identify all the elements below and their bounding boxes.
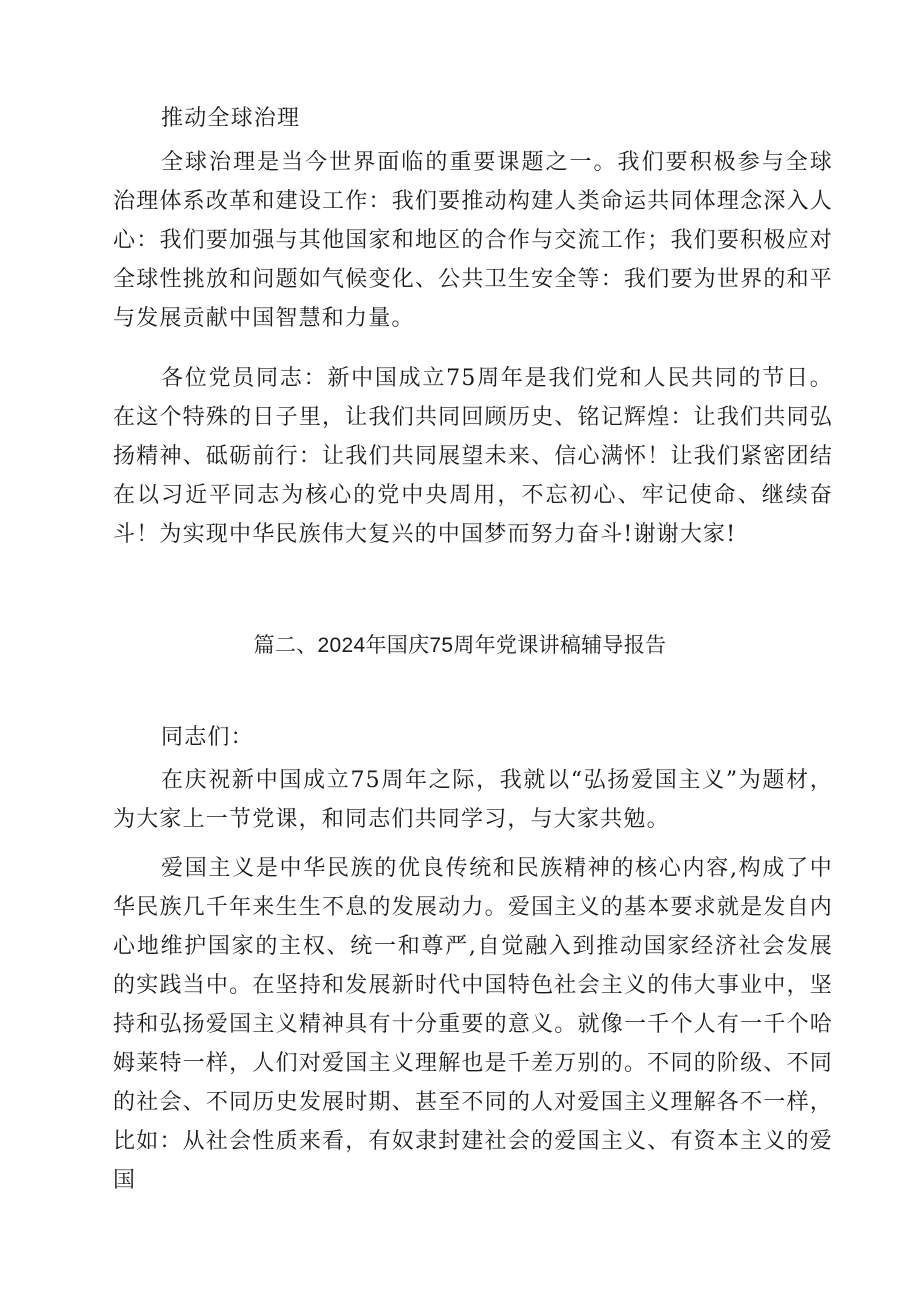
paragraph-global-governance: 全球治理是当今世界面临的重要课题之一。我们要积极参与全球治理体系改革和建设工作：我们要推动构建人类命运共同体理念深入人心：我们要加强与其他国家和地区的合作与交流工作；我们要积极应对全球性挑放和问题如气候变化、公共卫生安全等：我们要为世界的和平与发展贡献中国智慧和力量。: [113, 150, 833, 331]
paragraph-closing-remarks: 各位党员同志：新中国成立75周年是我们党和人民共同的节日。在这个特殊的日子里，让我们共同回顾历史、铭记辉煌：让我们共同弘扬精神、砥砺前行：让我们共同展望未来、信心满怀！让我们紧密团结在以习近平同志为核心的党中央周用，不忘初心、牢记使命、继续奋斗！为实现中华民族伟大复兴的中国梦而努力奋斗!谢谢大家!: [113, 366, 833, 547]
subheading-global-governance: 推动全球治理: [161, 106, 301, 131]
paragraph-introduction: 在庆祝新中国成立75周年之际，我就以“弘扬爱国主义”为题材，为大家上一节党课，和同志们共同学习，与大家共勉。: [113, 768, 833, 832]
salutation: 同志们：: [161, 725, 254, 750]
section-title: 篇二、2024年国庆75周年党课讲稿辅导报告: [253, 634, 667, 657]
paragraph-patriotism: 爱国主义是中华民族的优良传统和民族精神的核心内容,构成了中华民族几千年来生生不息的发展动力。爱国主义的基本要求就是发自内心地维护国家的主权、统一和尊严,自觉融入到推动国家经济社会发展的实践当中。在坚持和发展新时代中国特色社会主义的伟大事业中，坚持和弘扬爱国主义精神具有十分重要的意义。就像一千个人有一千个哈姆莱特一样，人们对爱国主义理解也是千差万别的。不同的阶级、不同的社会、不同历史发展时期、甚至不同的人对爱国主义理解各不一样，比如：从社会性质来看，有奴隶封建社会的爱国主义、有资本主义的爱国: [113, 856, 833, 1193]
